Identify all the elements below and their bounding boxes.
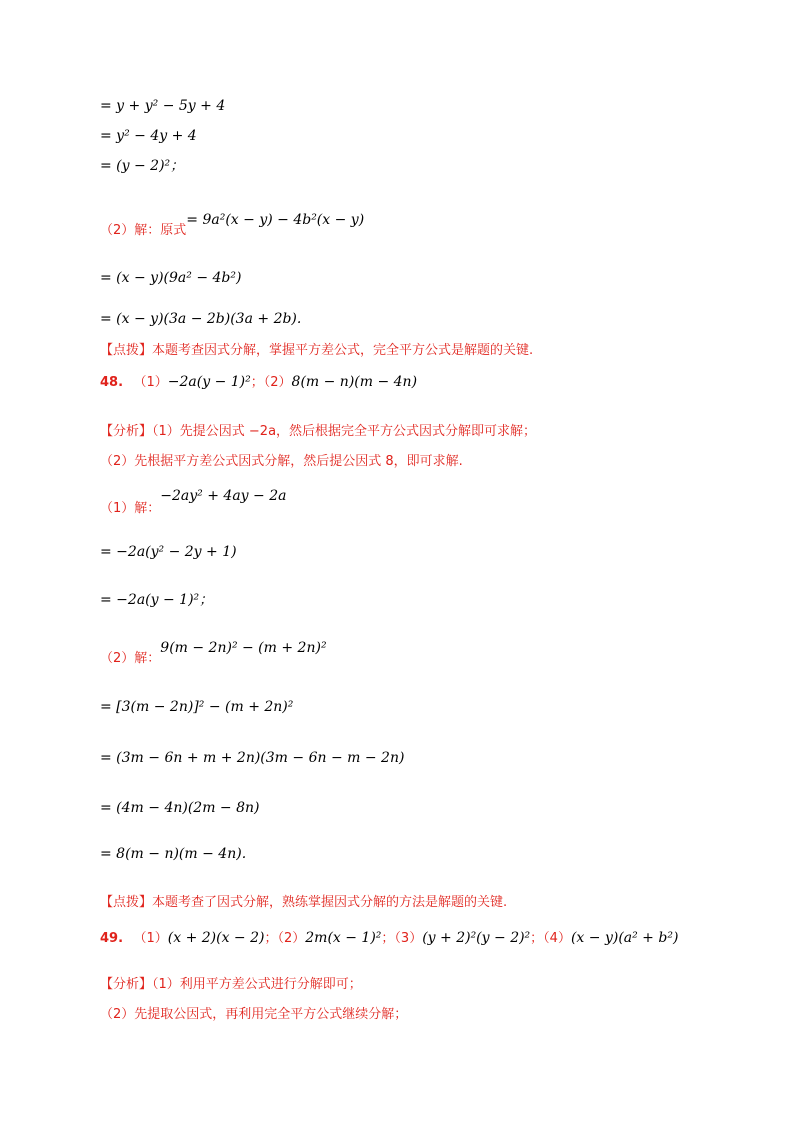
fenxi-48-b: （2）先根据平方差公式因式分解，然后提公因式 8，即可求解. (100, 454, 463, 469)
part2-label: （2）解：原式 (100, 223, 187, 238)
q49-label-2: ；（2） (264, 931, 306, 946)
sol48-2-line-1: = [3(m − 2n)]² − (m + 2n)² (100, 699, 294, 715)
q49-ans-1: (x + 2)(x − 2) (167, 930, 265, 946)
q48-ans1: −2a(y − 1)² (167, 374, 251, 390)
sol48-2-label: （2）解： (100, 651, 161, 666)
q49-label-4: ；（4） (530, 931, 571, 946)
part2-row (100, 210, 365, 238)
sol48-2-line-3: = (4m − 4n)(2m − 8n) (100, 800, 260, 816)
q48-number: 48. (100, 375, 124, 390)
dianbo-47: 【点拨】本题考查因式分解，掌握平方差公式，完全平方公式是解题的关键. (100, 343, 534, 358)
sol48-2-row (100, 638, 327, 666)
q49-answer-row (100, 928, 678, 949)
sol48-1-expr: −2ay² + 4ay − 2a (160, 488, 287, 504)
fenxi-49-b: （2）先提取公因式，再利用完全平方公式继续分解； (100, 1007, 408, 1022)
sol48-1-row (100, 486, 287, 516)
q48-sep: ； (250, 375, 264, 390)
q49-label-1: （1） (133, 931, 168, 946)
q48-ans1-label: （1） (133, 375, 168, 390)
sol48-1-label: （1）解： (100, 501, 161, 516)
q49-ans-3: (y + 2)²(y − 2)² (422, 930, 531, 946)
part2-expr: = 9a²(x − y) − 4b²(x − y) (186, 212, 365, 228)
q49-ans-4: (x − y)(a² + b²) (570, 930, 679, 946)
prev-line-2: = y² − 4y + 4 (100, 128, 197, 144)
sol48-2-line-4: = 8(m − n)(m − 4n). (100, 846, 247, 862)
part2-line-2: = (x − y)(3a − 2b)(3a + 2b). (100, 311, 302, 327)
sol48-1-line-1: = −2a(y² − 2y + 1) (100, 544, 237, 560)
part2-line-1: = (x − y)(9a² − 4b²) (100, 270, 242, 286)
q49-ans-2: 2m(x − 1)² (305, 930, 382, 946)
q48-answer-row (100, 372, 417, 393)
sol48-2-line-2: = (3m − 6n + m + 2n)(3m − 6n − m − 2n) (100, 750, 405, 766)
q49-label-3: ；（3） (381, 931, 423, 946)
prev-line-1: = y + y² − 5y + 4 (100, 98, 226, 114)
q49-number: 49. (100, 931, 124, 946)
prev-line-3: = (y − 2)²； (100, 158, 185, 174)
fenxi-48-a: 【分析】（1）先提公因式 −2a，然后根据完全平方公式因式分解即可求解； (100, 424, 537, 439)
q48-ans2-label: （2） (263, 375, 292, 390)
sol48-1-line-2: = −2a(y − 1)²； (100, 592, 214, 608)
dianbo-48: 【点拨】本题考查了因式分解，熟练掌握因式分解的方法是解题的关键. (100, 895, 508, 910)
q48-ans2: 8(m − n)(m − 4n) (291, 374, 418, 390)
fenxi-49-a: 【分析】（1）利用平方差公式进行分解即可； (100, 977, 362, 992)
sol48-2-expr: 9(m − 2n)² − (m + 2n)² (160, 640, 327, 656)
